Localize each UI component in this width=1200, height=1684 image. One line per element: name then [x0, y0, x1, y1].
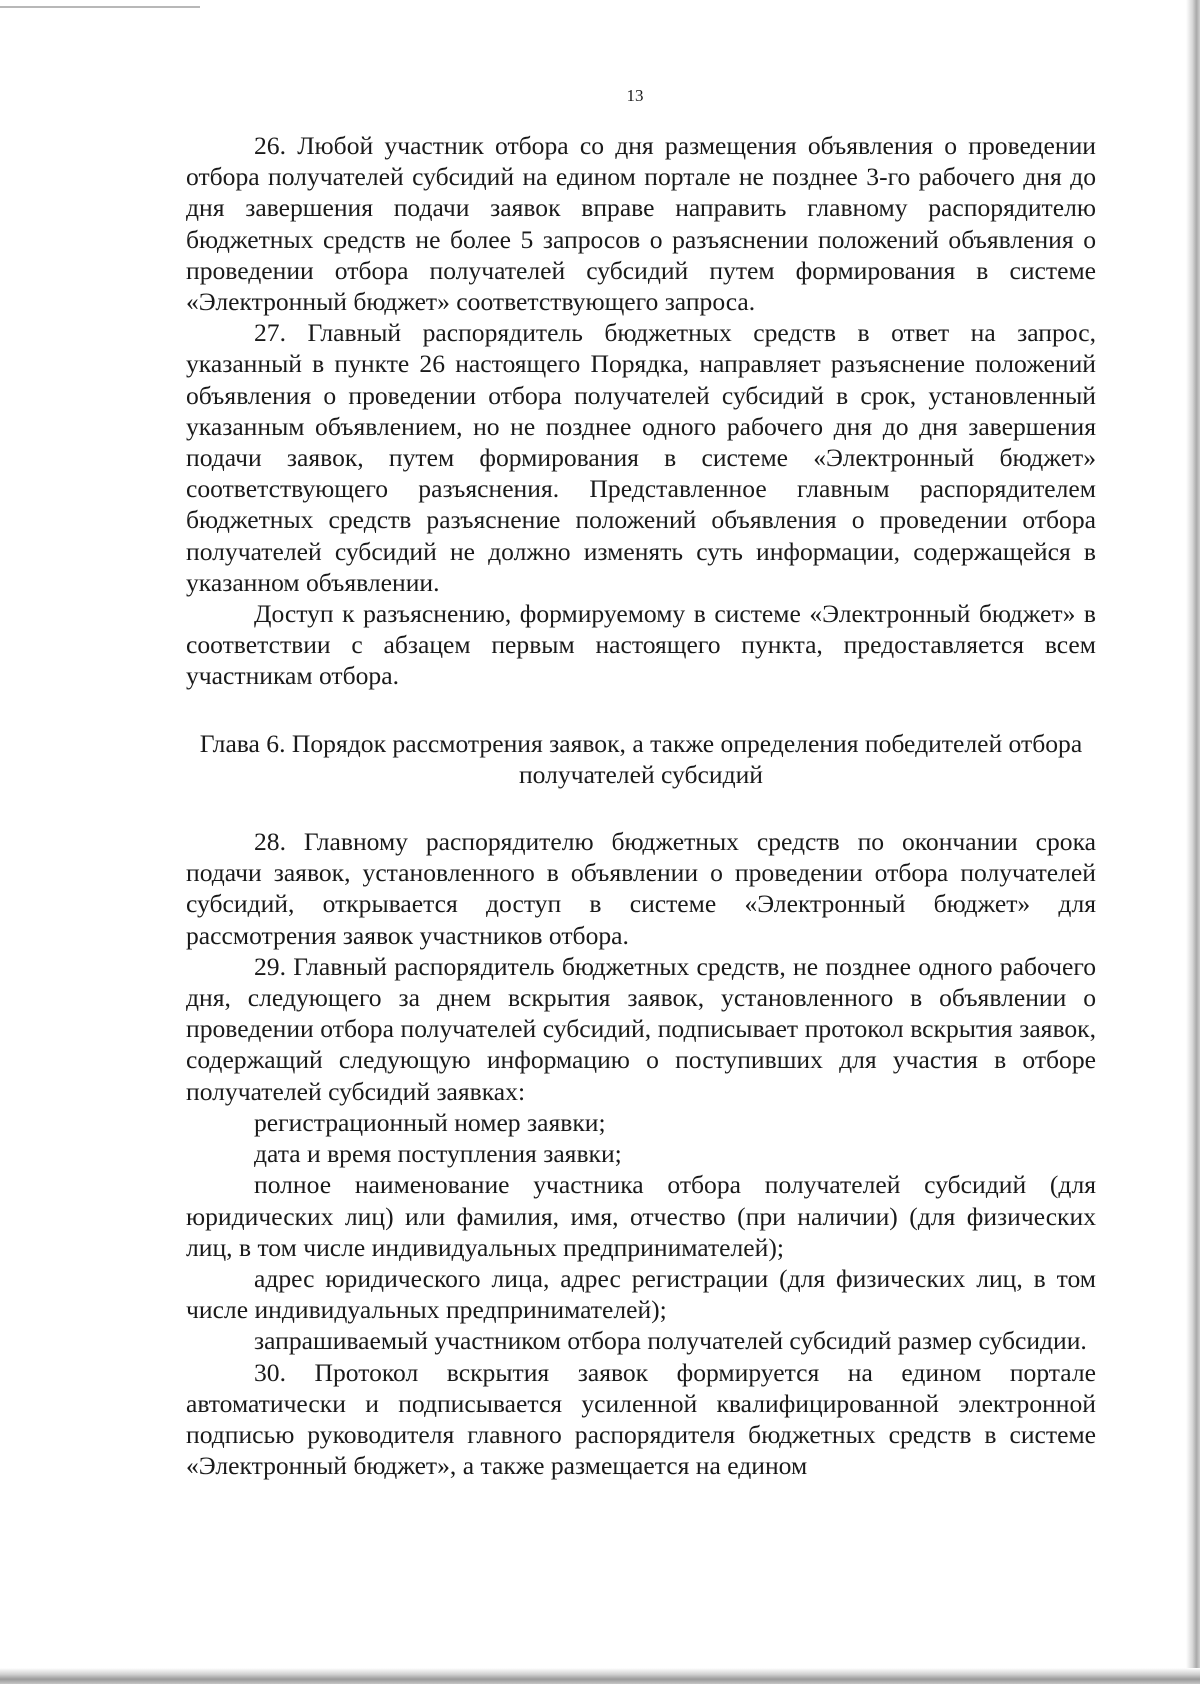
paragraph-29: 29. Главный распорядитель бюджетных средств, не позднее одного рабочего дня, следующего за днем вскрытия заявок, установленного в объявлении о проведении отбора получателей субсидий, подписывает протокол вскрытия заявок, содержащий следующую информацию о поступивших для участия в отборе получателей субсидий заявках: — [186, 951, 1096, 1106]
list-item-subsidy-amount: запрашиваемый участником отбора получателей субсидий размер субсидии. — [254, 1326, 1087, 1356]
paragraph-26: 26. Любой участник отбора со дня размещения объявления о проведении отбора получателей субсидий на едином портале не позднее 3-го рабочего дня до дня завершения подачи заявок вправе направить главному распорядителю бюджетных средств не более 5 запросов о разъяснении положений объявления о проведении отбора получателей субсидий путем формирования в системе «Электронный бюджет» соответствующего запроса. — [186, 131, 1096, 317]
paragraph-27: 27. Главный распорядитель бюджетных средств в ответ на запрос, указанный в пункте 26 настоящего Порядка, направляет разъяснение положений объявления о проведении отбора получателей субсидий в срок, установленный указанным объявлением, но не позднее одного рабочего дня до дня завершения подачи заявок, путем формирования в системе «Электронный бюджет» соответствующего разъяснения. Представленное главным распорядителем бюджетных средств разъяснение положений объявления о проведении отбора получателей субсидий не должно изменять суть информации, содержащейся в указанном объявлении. — [186, 318, 1096, 597]
list-item-registration-number: регистрационный номер заявки; — [254, 1107, 606, 1137]
paragraph-28: 28. Главному распорядителю бюджетных средств по окончании срока подачи заявок, установленного в объявлении о проведении отбора получателей субсидий, открывается доступ в системе «Электронный бюджет» для рассмотрения заявок участников отбора. — [186, 827, 1096, 950]
list-item-full-name: полное наименование участника отбора получателей субсидий (для юридических лиц) или фамилия, имя, отчество (при наличии) (для физических лиц, в том числе индивидуальных предпринимателей); — [186, 1170, 1096, 1262]
paragraph-30: 30. Протокол вскрытия заявок формируется на едином портале автоматически и подписывается усиленной квалифицированной электронной подписью руководителя главного распорядителя бюджетных средств в системе «Электронный бюджет», а также размещается на едином — [186, 1357, 1096, 1481]
list-item-address: адрес юридического лица, адрес регистрации (для физических лиц, в том числе индивидуальных предпринимателей); — [186, 1263, 1096, 1325]
scan-artifact-line — [0, 6, 200, 8]
paragraph-27-access: Доступ к разъяснению, формируемому в системе «Электронный бюджет» в соответствии с абзацем первым настоящего пункта, предоставляется всем участникам отбора. — [186, 599, 1096, 691]
chapter-heading: Глава 6. Порядок рассмотрения заявок, а также определения победителей отбора получателей субсидий — [199, 728, 1083, 789]
list-item-date-time: дата и время поступления заявки; — [254, 1139, 622, 1169]
page-number: 13 — [626, 86, 644, 105]
scan-edge-shadow-right — [1186, 0, 1200, 1684]
document-body — [186, 130, 1096, 1481]
scan-edge-shadow-bottom — [0, 1668, 1200, 1684]
